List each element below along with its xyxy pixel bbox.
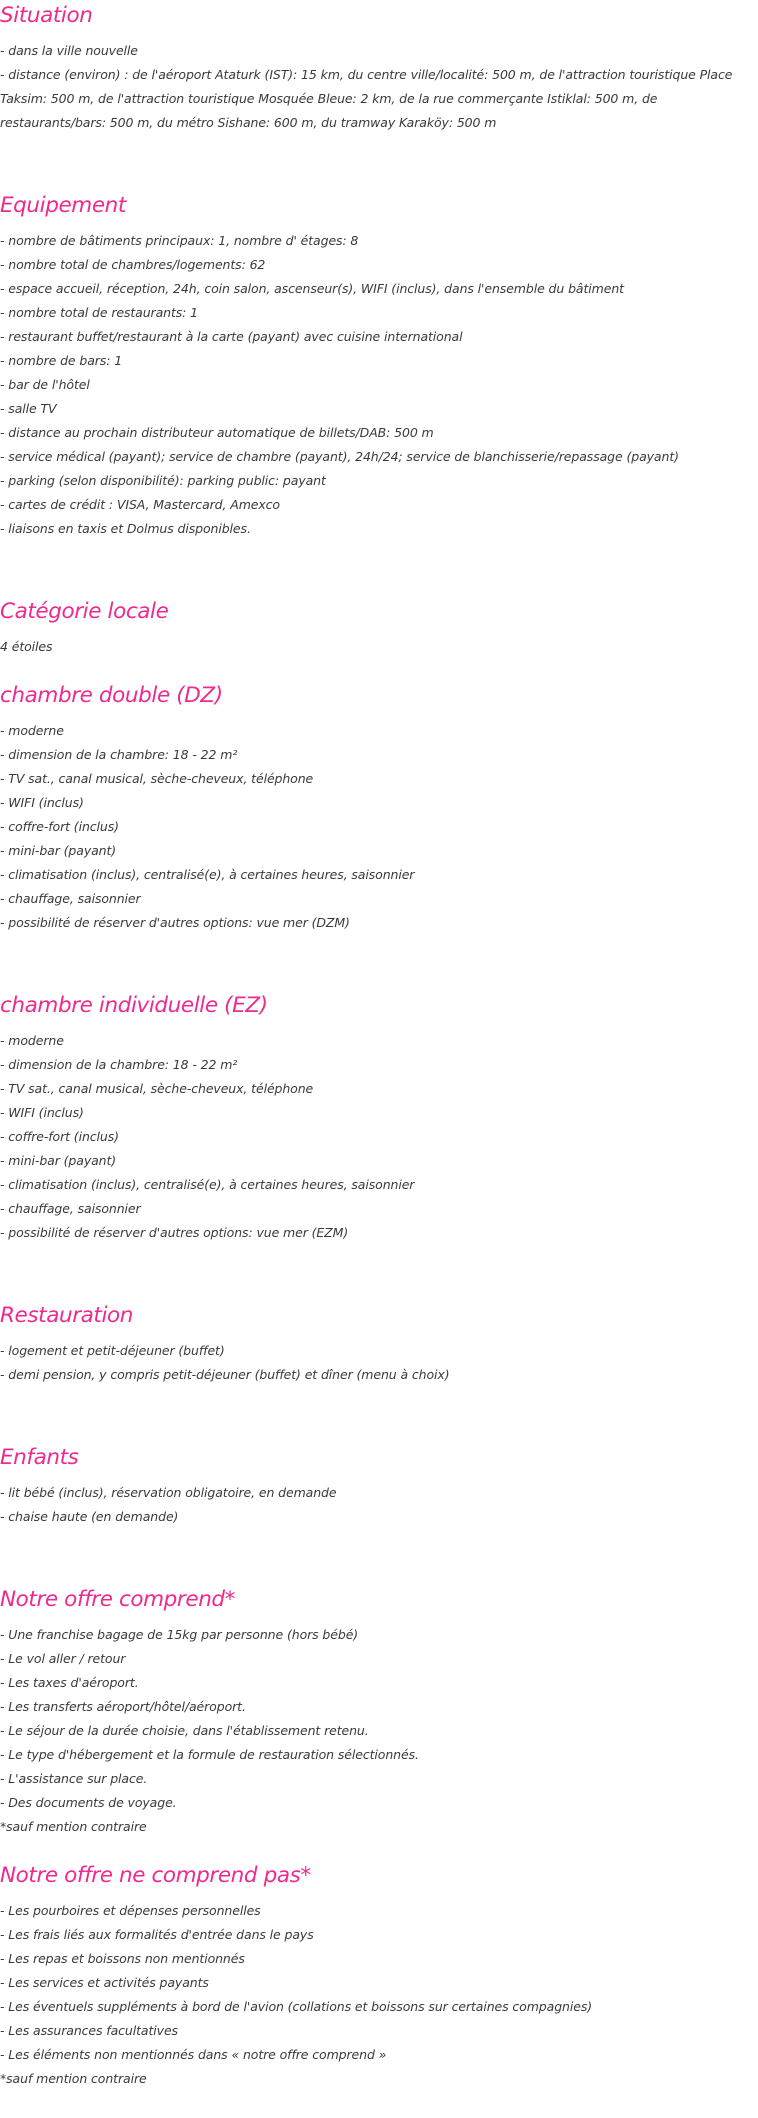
- body-line: - distance (environ) : de l'aéroport Ataturk (IST): 15 km, du centre ville/localité: 500 m, de l'attraction touristique Place Taksim: 500 m, de l'attraction touristique Mosquée Bleue: 2 km, de la rue commerçante Istiklal: 500 m, de restaurants/bars: 500 m, du métro Sishane: 600 m, du tramway Karaköy: 500 m: [0, 67, 733, 130]
- section-categorie: [0, 597, 758, 659]
- body-line: - demi pension, y compris petit-déjeuner (buffet) et dîner (menu à choix): [0, 1367, 450, 1382]
- body-line: - service médical (payant); service de chambre (payant), 24h/24; service de blanchisserie/repassage (payant): [0, 449, 679, 464]
- body-line: - climatisation (inclus), centralisé(e), à certaines heures, saisonnier: [0, 867, 415, 882]
- section-body: [0, 1899, 758, 2091]
- body-line: - restaurant buffet/restaurant à la carte (payant) avec cuisine international: [0, 329, 463, 344]
- section-enfants: [0, 1443, 758, 1529]
- section-title: chambre individuelle (EZ): [0, 993, 268, 1018]
- section-body: [0, 1029, 758, 1245]
- body-line: - espace accueil, réception, 24h, coin salon, ascenseur(s), WIFI (inclus), dans l'ensemble du bâtiment: [0, 281, 624, 296]
- body-line: - Les assurances facultatives: [0, 2023, 178, 2038]
- body-line: - Les services et activités payants: [0, 1975, 209, 1990]
- section-situation: [0, 1, 758, 135]
- section-chambre-double: [0, 681, 758, 935]
- body-line: - chauffage, saisonnier: [0, 891, 141, 906]
- body-line: - bar de l'hôtel: [0, 377, 90, 392]
- body-line: - salle TV: [0, 401, 57, 416]
- body-line: - Des documents de voyage.: [0, 1795, 177, 1810]
- body-line: - cartes de crédit : VISA, Mastercard, Amexco: [0, 497, 280, 512]
- body-line: - coffre-fort (inclus): [0, 1129, 119, 1144]
- section-body: [0, 1481, 758, 1529]
- section-title: Catégorie locale: [0, 599, 169, 624]
- body-line: - Le vol aller / retour: [0, 1651, 126, 1666]
- body-line: - chauffage, saisonnier: [0, 1201, 141, 1216]
- section-body: [0, 229, 758, 541]
- section-title: Restauration: [0, 1303, 133, 1328]
- body-line: - Une franchise bagage de 15kg par personne (hors bébé): [0, 1627, 359, 1642]
- body-line: 4 étoiles: [0, 639, 53, 654]
- body-line: - dimension de la chambre: 18 - 22 m²: [0, 747, 238, 762]
- body-line: - nombre de bars: 1: [0, 353, 123, 368]
- section-title: Equipement: [0, 193, 126, 218]
- body-line: - mini-bar (payant): [0, 843, 117, 858]
- body-line: - Les éventuels suppléments à bord de l'avion (collations et boissons sur certaines compagnies): [0, 1999, 593, 2014]
- body-line: - Le séjour de la durée choisie, dans l'établissement retenu.: [0, 1723, 369, 1738]
- body-line: - Les taxes d'aéroport.: [0, 1675, 139, 1690]
- body-line: - coffre-fort (inclus): [0, 819, 119, 834]
- section-body: [0, 1623, 758, 1839]
- footnote: *sauf mention contraire: [0, 2071, 147, 2086]
- body-line: - Les frais liés aux formalités d'entrée dans le pays: [0, 1927, 314, 1942]
- body-line: - TV sat., canal musical, sèche-cheveux, téléphone: [0, 771, 314, 786]
- body-line: - L'assistance sur place.: [0, 1771, 148, 1786]
- section-title: Notre offre comprend*: [0, 1587, 236, 1612]
- body-line: - Les transferts aéroport/hôtel/aéroport.: [0, 1699, 246, 1714]
- body-line: - Les éléments non mentionnés dans « notre offre comprend »: [0, 2047, 387, 2062]
- body-line: - climatisation (inclus), centralisé(e), à certaines heures, saisonnier: [0, 1177, 415, 1192]
- body-line: - WIFI (inclus): [0, 795, 84, 810]
- section-body: [0, 1339, 758, 1387]
- body-line: - Les repas et boissons non mentionnés: [0, 1951, 245, 1966]
- body-line: - Les pourboires et dépenses personnelles: [0, 1903, 261, 1918]
- body-line: - parking (selon disponibilité): parking public: payant: [0, 473, 326, 488]
- body-line: - logement et petit-déjeuner (buffet): [0, 1343, 225, 1358]
- body-line: - possibilité de réserver d'autres options: vue mer (EZM): [0, 1225, 349, 1240]
- body-line: - nombre de bâtiments principaux: 1, nombre d' étages: 8: [0, 233, 359, 248]
- section-restauration: [0, 1301, 758, 1387]
- body-line: - mini-bar (payant): [0, 1153, 117, 1168]
- body-line: - chaise haute (en demande): [0, 1509, 179, 1524]
- section-title: Notre offre ne comprend pas*: [0, 1863, 311, 1888]
- body-line: - nombre total de chambres/logements: 62: [0, 257, 266, 272]
- section-body: [0, 719, 758, 935]
- section-title: chambre double (DZ): [0, 683, 223, 708]
- footnote: *sauf mention contraire: [0, 1819, 147, 1834]
- body-line: - liaisons en taxis et Dolmus disponibles.: [0, 521, 251, 536]
- body-line: - moderne: [0, 1033, 64, 1048]
- section-title: Enfants: [0, 1445, 79, 1470]
- body-line: - lit bébé (inclus), réservation obligatoire, en demande: [0, 1485, 337, 1500]
- body-line: - dans la ville nouvelle: [0, 43, 138, 58]
- body-line: - TV sat., canal musical, sèche-cheveux, téléphone: [0, 1081, 314, 1096]
- section-offre-ne-comprend-pas: [0, 1861, 758, 2091]
- section-body: [0, 635, 758, 659]
- section-title: Situation: [0, 3, 93, 28]
- body-line: - WIFI (inclus): [0, 1105, 84, 1120]
- section-chambre-individuelle: [0, 991, 758, 1245]
- body-line: - Le type d'hébergement et la formule de restauration sélectionnés.: [0, 1747, 419, 1762]
- body-line: - moderne: [0, 723, 64, 738]
- section-offre-comprend: [0, 1585, 758, 1839]
- body-line: - nombre total de restaurants: 1: [0, 305, 199, 320]
- body-line: - distance au prochain distributeur automatique de billets/DAB: 500 m: [0, 425, 434, 440]
- section-body: [0, 39, 758, 135]
- body-line: - possibilité de réserver d'autres options: vue mer (DZM): [0, 915, 350, 930]
- body-line: - dimension de la chambre: 18 - 22 m²: [0, 1057, 238, 1072]
- section-equipement: [0, 191, 758, 541]
